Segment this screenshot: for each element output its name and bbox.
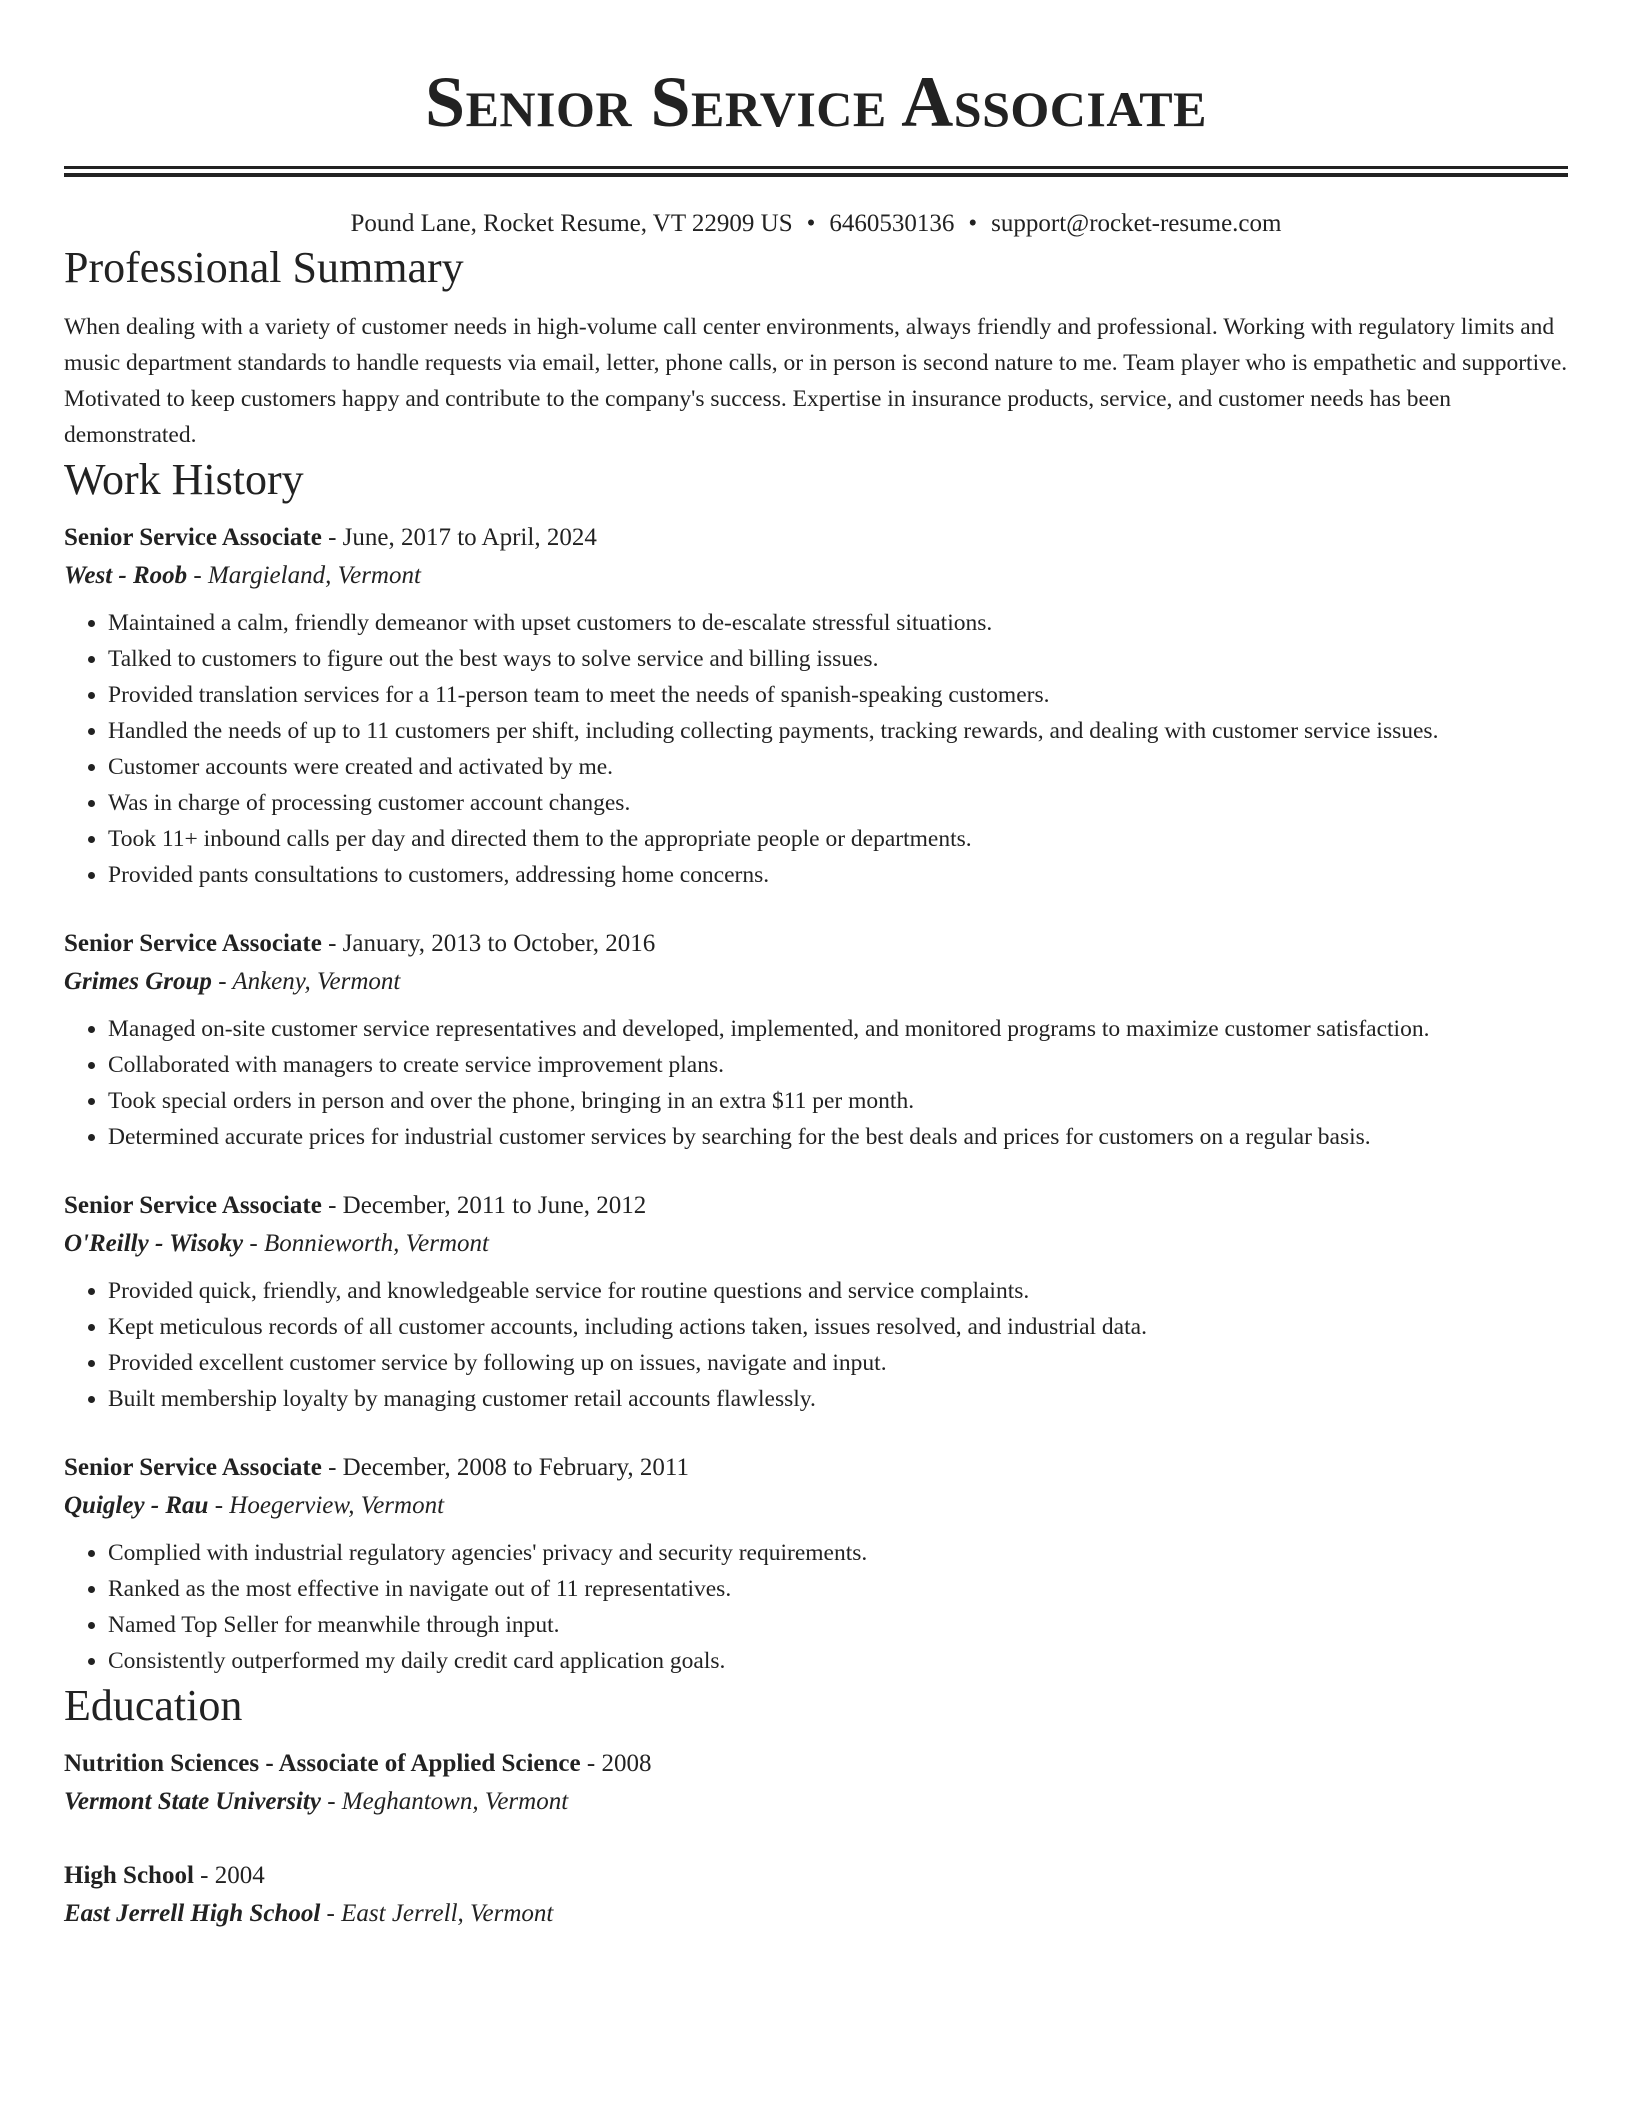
job-entry	[64, 1187, 1568, 1417]
education-heading: Education	[64, 1681, 243, 1730]
contact-separator: •	[806, 210, 816, 237]
job-bullet: • Customer accounts were created and activated by me.	[108, 749, 1568, 785]
employer-location: Margieland, Vermont	[207, 562, 421, 589]
job-bullet: • Determined accurate prices for industrial customer services by searching for the best deals and prices for customers on a regular basis.	[108, 1119, 1568, 1155]
summary-heading: Professional Summary	[64, 243, 464, 292]
school-line: East Jerrell High School - East Jerrell, Vermont	[64, 1900, 554, 1927]
summary-text: When dealing with a variety of customer needs in high-volume call center environments, always friendly and professional. Working with regulatory limits and music department standards to handle requests via email, letter, phone calls, or in person is second nature to me. Team player who is empathetic and supportive. Motivated to keep customers happy and contribute to the company's success. Expertise in insurance products, service, and customer needs has been demonstrated.	[64, 314, 1568, 448]
job-bullet: • Kept meticulous records of all customer accounts, including actions taken, issues resolved, and industrial data.	[108, 1309, 1568, 1345]
job-dates: January, 2013 to October, 2016	[342, 930, 656, 957]
employer-line: Grimes Group - Ankeny, Vermont	[64, 968, 401, 995]
graduation-year: 2008	[601, 1750, 652, 1777]
contact-email: support@rocket-resume.com	[991, 210, 1282, 237]
job-bullet: • Collaborated with managers to create service improvement plans.	[108, 1047, 1568, 1083]
graduation-year: 2004	[214, 1862, 265, 1889]
employer-name: Grimes Group	[64, 968, 212, 995]
education-entry	[64, 1745, 1568, 1821]
school-name: East Jerrell High School	[64, 1900, 321, 1927]
employer-location: Hoegerview, Vermont	[229, 1492, 445, 1519]
job-bullet: • Built membership loyalty by managing customer retail accounts flawlessly.	[108, 1381, 1568, 1417]
job-bullet: • Named Top Seller for meanwhile through input.	[108, 1607, 1568, 1643]
employer-location: Ankeny, Vermont	[232, 968, 401, 995]
job-title: Senior Service Associate	[64, 1454, 322, 1481]
job-bullet: • Talked to customers to figure out the best ways to solve service and billing issues.	[108, 641, 1568, 677]
job-title-line: Senior Service Associate - December, 2011 to June, 2012	[64, 1192, 647, 1219]
degree: Nutrition Sciences - Associate of Applied Science	[64, 1750, 581, 1777]
job-bullet: • Maintained a calm, friendly demeanor with upset customers to de-escalate stressful situations.	[108, 605, 1568, 641]
job-title: Senior Service Associate	[64, 524, 322, 551]
job-bullet: • Provided pants consultations to customers, addressing home concerns.	[108, 857, 1568, 893]
job-bullets	[64, 605, 1568, 893]
contact-address: Pound Lane, Rocket Resume, VT 22909 US	[350, 210, 793, 237]
school-name: Vermont State University	[64, 1788, 321, 1815]
degree: High School	[64, 1862, 194, 1889]
school-location: East Jerrell, Vermont	[341, 1900, 554, 1927]
employer-line: O'Reilly - Wisoky - Bonnieworth, Vermont	[64, 1230, 489, 1257]
job-bullet: • Took special orders in person and over the phone, bringing in an extra $11 per month.	[108, 1083, 1568, 1119]
degree-line: Nutrition Sciences - Associate of Applied Science - 2008	[64, 1750, 652, 1777]
job-bullet: • Provided translation services for a 11-person team to meet the needs of spanish-speaking customers.	[108, 677, 1568, 713]
job-bullets	[64, 1535, 1568, 1679]
title-double-rule	[64, 166, 1568, 177]
job-bullet: • Consistently outperformed my daily credit card application goals.	[108, 1643, 1568, 1679]
contact-phone: 6460530136	[829, 210, 955, 237]
work-history-heading: Work History	[64, 455, 304, 504]
job-dates: December, 2011 to June, 2012	[342, 1192, 647, 1219]
job-entry	[64, 925, 1568, 1155]
job-title: Senior Service Associate	[64, 930, 322, 957]
resume-title: Senior Service Associate	[425, 62, 1207, 142]
employer-name: O'Reilly - Wisoky	[64, 1230, 244, 1257]
job-title-line: Senior Service Associate - January, 2013 to October, 2016	[64, 930, 656, 957]
job-bullet: • Was in charge of processing customer account changes.	[108, 785, 1568, 821]
job-dates: June, 2017 to April, 2024	[342, 524, 597, 551]
employer-location: Bonnieworth, Vermont	[263, 1230, 489, 1257]
job-title: Senior Service Associate	[64, 1192, 322, 1219]
employer-line: West - Roob - Margieland, Vermont	[64, 562, 421, 589]
job-entry	[64, 519, 1568, 893]
job-bullet: • Ranked as the most effective in navigate out of 11 representatives.	[108, 1571, 1568, 1607]
employer-line: Quigley - Rau - Hoegerview, Vermont	[64, 1492, 445, 1519]
job-title-line: Senior Service Associate - June, 2017 to April, 2024	[64, 524, 597, 551]
employer-name: West - Roob	[64, 562, 188, 589]
school-line: Vermont State University - Meghantown, Vermont	[64, 1788, 569, 1815]
school-location: Meghantown, Vermont	[341, 1788, 569, 1815]
job-bullet: • Provided quick, friendly, and knowledgeable service for routine questions and service complaints.	[108, 1273, 1568, 1309]
job-title-line: Senior Service Associate - December, 2008 to February, 2011	[64, 1454, 690, 1481]
degree-line: High School - 2004	[64, 1862, 265, 1889]
education-entry	[64, 1857, 1568, 1933]
job-bullets	[64, 1011, 1568, 1155]
job-bullets	[64, 1273, 1568, 1417]
contact-separator: •	[968, 210, 978, 237]
employer-name: Quigley - Rau	[64, 1492, 209, 1519]
job-entry	[64, 1449, 1568, 1679]
job-bullet: • Provided excellent customer service by following up on issues, navigate and input.	[108, 1345, 1568, 1381]
job-bullet: • Handled the needs of up to 11 customers per shift, including collecting payments, tracking rewards, and dealing with customer service issues.	[108, 713, 1568, 749]
contact-line	[64, 207, 1568, 241]
job-bullet: • Managed on-site customer service representatives and developed, implemented, and monitored programs to maximize customer satisfaction.	[108, 1011, 1568, 1047]
job-bullet: • Complied with industrial regulatory agencies' privacy and security requirements.	[108, 1535, 1568, 1571]
job-bullet: • Took 11+ inbound calls per day and directed them to the appropriate people or departments.	[108, 821, 1568, 857]
job-dates: December, 2008 to February, 2011	[342, 1454, 690, 1481]
